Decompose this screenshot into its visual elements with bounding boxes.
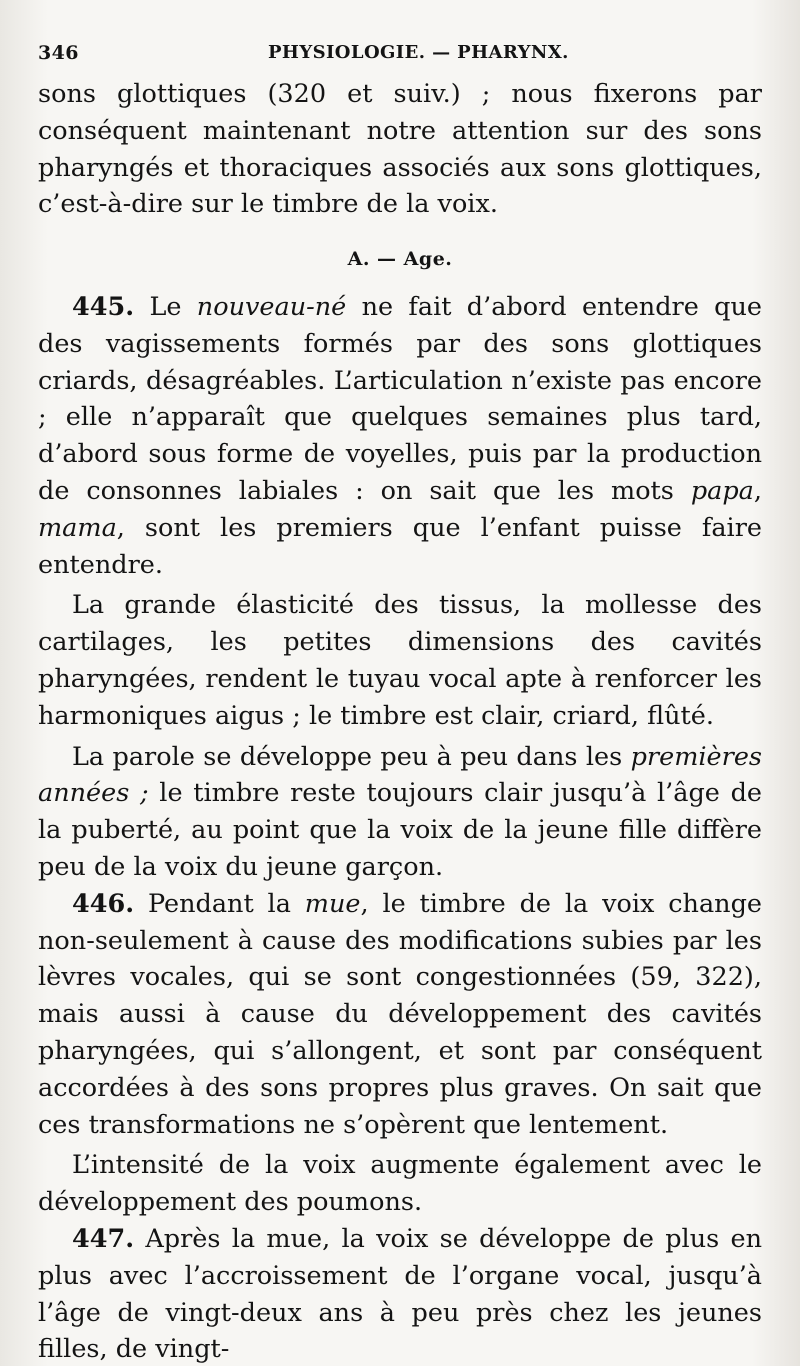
paragraph-447 [38, 1221, 762, 1366]
paragraph-446 [38, 886, 762, 1144]
paragraph-445-speech [38, 739, 762, 886]
running-head [38, 42, 760, 72]
paragraph-number-447: 447. [72, 1223, 135, 1254]
paragraph-446-intensity: L’intensité de la voix augmente également avec le développement des poumons. [38, 1150, 762, 1218]
intro-paragraph: sons glottiques (320 et suiv.) ; nous fixerons par conséquent maintenant notre attention sur des sons pharyngés et thoraciques associés aux sons glottiques, c’est-à-dire sur le timbre de la voix. [38, 79, 762, 220]
text-segment: le timbre reste toujours clair jusqu’à l’âge de la puberté, au point que la voix de la jeune fille diffère peu de la voix du jeune garçon. [38, 778, 763, 882]
italic-term: premières années ; [38, 741, 762, 809]
paragraph-number-445: 445. [72, 291, 135, 322]
body-text [38, 76, 762, 1366]
text-segment: , sont les premiers que l’enfant puisse faire entendre. [38, 512, 762, 580]
paragraph-number-446: 446. [72, 888, 135, 919]
text-segment: La parole se développe peu à peu dans les [72, 741, 631, 772]
section-heading: A. — Age. [347, 248, 453, 271]
page-number: 346 [38, 42, 79, 64]
text-segment: ne fait d’abord entendre que des vagissements formés par des sons glottiques criards, désagréables. L’articulation n’existe pas encore ; elle n’apparaît que quelques semaines plus tard, d’abord sous forme de voyelles, puis par la production de consonnes labiales : on sait que les mots [38, 291, 762, 506]
italic-term: papa [690, 475, 754, 506]
running-title: PHYSIOLOGIE. — PHARYNX. [268, 42, 569, 63]
text-segment: , [753, 475, 762, 506]
paragraph-445 [38, 289, 762, 583]
paragraph-445-elasticity: La grande élasticité des tissus, la mollesse des cartilages, les petites dimensions des cavités pharyngées, rendent le tuyau vocal apte à renforcer les harmoniques aigus ; le timbre est clair, criard, flûté. [38, 590, 762, 731]
text-segment: , le timbre de la voix change non-seulement à cause des modifications subies par les lèvres vocales, qui se sont congestionnées (59, 322), mais aussi à cause du développement des cavités pharyngées, qui s’allongent, et sont par conséquent accordées à des sons propres plus graves. On sait que ces transformations ne s’opèrent que lentement. [38, 888, 762, 1140]
text-segment: Le [134, 291, 197, 322]
italic-term: mue [304, 888, 361, 919]
italic-term: nouveau-né [196, 291, 347, 322]
text-segment: Après la mue, la voix se développe de plus en plus avec l’accroissement de l’organe vocal, jusqu’à l’âge de vingt-deux ans à peu près chez les jeunes filles, de vingt- [38, 1223, 762, 1365]
text-segment: Pendant la [134, 888, 305, 919]
italic-term: mama [38, 512, 117, 543]
